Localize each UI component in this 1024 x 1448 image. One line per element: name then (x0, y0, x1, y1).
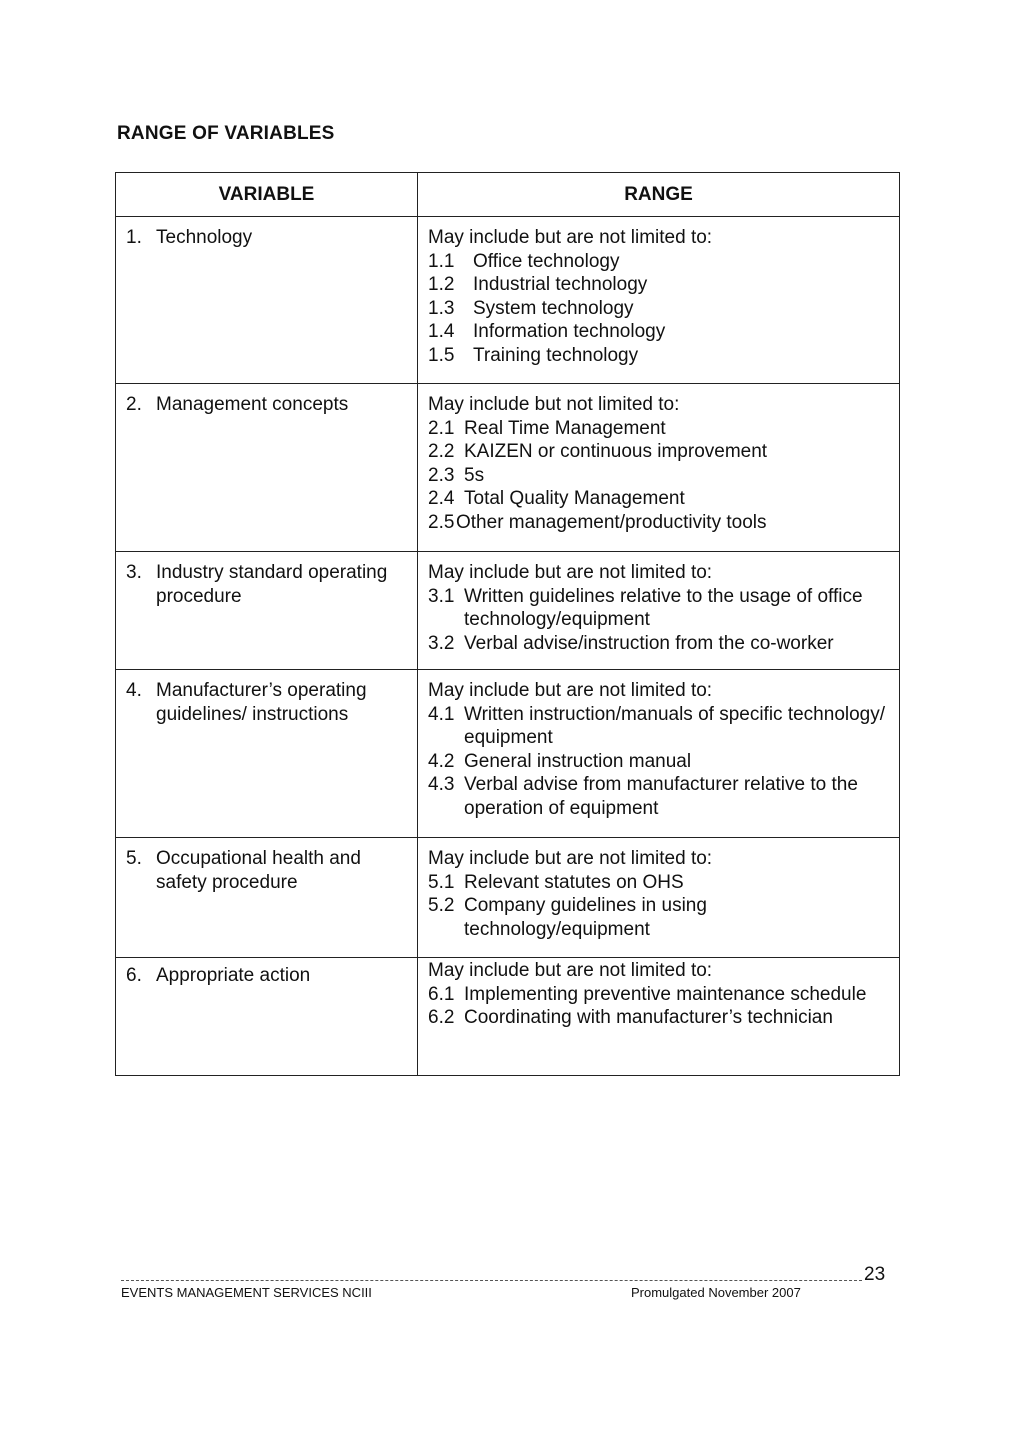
range-item-text: Company guidelines in using technology/equipment (464, 895, 707, 940)
range-item (428, 344, 891, 368)
footer-promulgated: Promulgated November 2007 (631, 1285, 801, 1300)
range-item-text: Relevant statutes on OHS (464, 871, 684, 893)
range-item-text: KAIZEN or continuous improvement (464, 441, 768, 462)
variable-cell (116, 838, 418, 958)
variable-label: Occupational health and safety procedure (156, 848, 361, 893)
variable-label: Manufacturer’s operating guidelines/ instructions (156, 680, 367, 725)
range-item-text: 5s (464, 464, 485, 486)
range-item-number: 2.3 (428, 464, 455, 486)
variable-label: Management concepts (156, 394, 349, 415)
variable-cell (116, 384, 418, 552)
range-item-number: 3.1 (428, 585, 455, 607)
range-item-number: 1.3 (428, 297, 455, 319)
page-number: 23 (864, 1264, 886, 1285)
footer-divider (121, 1280, 862, 1281)
range-item-number: 1.4 (428, 321, 455, 342)
range-item-number: 5.2 (428, 895, 455, 916)
range-item (428, 511, 891, 535)
range-item-text: Office technology (473, 250, 620, 272)
variable-cell (116, 670, 418, 838)
range-cell (418, 384, 900, 552)
range-intro: May include but are not limited to: (428, 562, 713, 583)
range-item-number: 4.3 (428, 774, 455, 795)
page-title: RANGE OF VARIABLES (117, 123, 335, 144)
range-item-number: 4.2 (428, 750, 455, 772)
range-item-number: 3.2 (428, 632, 455, 654)
table-row (116, 670, 900, 838)
range-item-text: Industrial technology (473, 274, 648, 295)
range-cell (418, 958, 900, 1076)
range-cell (418, 217, 900, 384)
range-item-number: 5.1 (428, 871, 455, 893)
variable-number: 2. (126, 394, 142, 415)
table-row (116, 552, 900, 670)
header-variable: VARIABLE (116, 173, 418, 217)
range-item (428, 273, 891, 297)
table-row (116, 958, 900, 1076)
table-header-row (116, 173, 900, 217)
range-item-text: Verbal advise/instruction from the co-worker (464, 632, 834, 654)
range-intro: May include but not limited to: (428, 394, 680, 415)
range-intro: May include but are not limited to: (428, 960, 713, 981)
range-item-text: Total Quality Management (464, 488, 685, 509)
range-item-text: Information technology (473, 321, 666, 342)
variable-label: Appropriate action (156, 965, 311, 986)
range-item-text: Written guidelines relative to the usage of office technology/equipment (464, 585, 863, 630)
range-cell (418, 552, 900, 670)
range-item (428, 417, 891, 441)
footer-title: EVENTS MANAGEMENT SERVICES NCIII (121, 1285, 372, 1300)
range-item-number: 6.2 (428, 1007, 455, 1028)
range-item (428, 750, 891, 774)
range-intro: May include but are not limited to: (428, 227, 713, 248)
variable-cell (116, 552, 418, 670)
range-item (428, 464, 891, 488)
range-item-number: 4.1 (428, 703, 455, 725)
range-item-text: Real Time Management (464, 417, 666, 439)
variable-number: 5. (126, 848, 142, 869)
range-item (428, 320, 891, 344)
range-cell (418, 670, 900, 838)
range-item-text: Written instruction/manuals of specific technology/ equipment (464, 703, 886, 748)
variable-cell (116, 958, 418, 1076)
range-intro: May include but are not limited to: (428, 680, 713, 701)
range-item (428, 703, 891, 750)
variable-number: 3. (126, 562, 142, 583)
range-item (428, 983, 891, 1007)
range-item (428, 440, 891, 464)
variable-cell (116, 217, 418, 384)
range-item-text: Implementing preventive maintenance schedule (464, 983, 867, 1005)
range-item (428, 894, 891, 941)
range-item (428, 297, 891, 321)
range-item-text: General instruction manual (464, 750, 692, 772)
range-item-number: 1.5 (428, 344, 455, 366)
range-item-text: System technology (473, 297, 634, 319)
range-item (428, 773, 891, 820)
range-intro: May include but are not limited to: (428, 848, 713, 869)
range-item-text: Verbal advise from manufacturer relative to the operation of equipment (464, 774, 858, 819)
header-range: RANGE (418, 173, 900, 217)
variable-label: Industry standard operating procedure (156, 562, 388, 607)
range-cell (418, 838, 900, 958)
range-item (428, 632, 891, 656)
range-item-text: Other management/productivity tools (456, 511, 767, 533)
range-item-text: Coordinating with manufacturer’s technician (464, 1007, 833, 1028)
table-row (116, 384, 900, 552)
range-item (428, 250, 891, 274)
range-item-text: Training technology (473, 344, 639, 366)
range-item-number: 2.4 (428, 488, 455, 509)
range-item-number: 2.5 (428, 511, 455, 533)
range-item-number: 1.1 (428, 250, 455, 272)
range-item (428, 1006, 891, 1030)
table-row (116, 217, 900, 384)
variable-number: 1. (126, 227, 142, 248)
variable-number: 6. (126, 965, 142, 986)
range-item (428, 487, 891, 511)
table-row (116, 838, 900, 958)
range-item (428, 585, 891, 632)
variable-number: 4. (126, 680, 142, 701)
range-item-number: 1.2 (428, 274, 455, 295)
range-item-number: 6.1 (428, 983, 455, 1005)
variable-label: Technology (156, 227, 253, 248)
range-item (428, 871, 891, 895)
range-item-number: 2.1 (428, 417, 455, 439)
range-of-variables-table (115, 172, 900, 1076)
range-item-number: 2.2 (428, 441, 455, 462)
